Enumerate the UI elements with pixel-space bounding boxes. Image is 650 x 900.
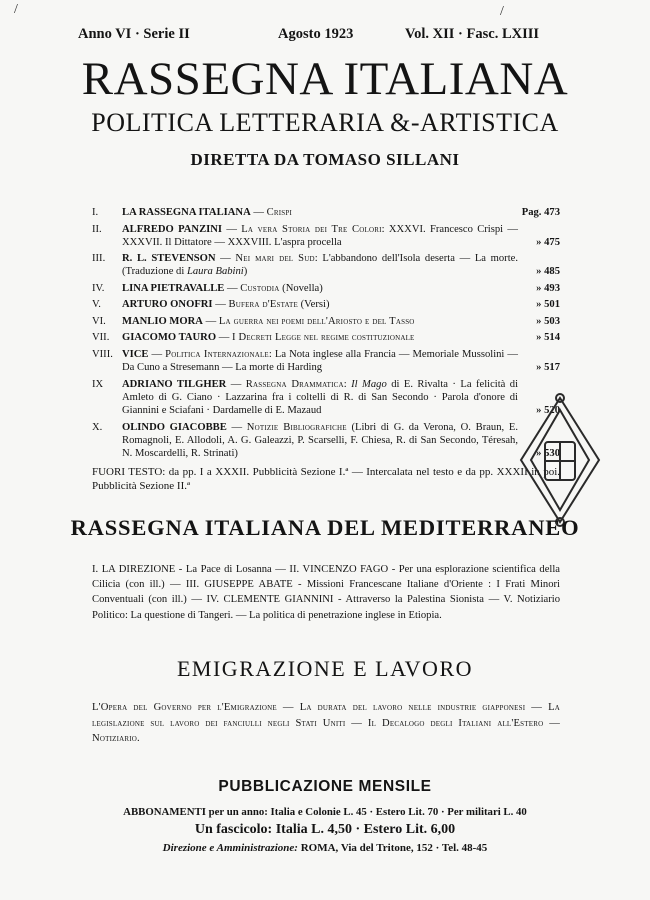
toc-author: MANLIO MORA <box>122 315 203 327</box>
toc-page: » 503 <box>536 315 560 327</box>
toc-details-end: di E. Rivalta · La felicità di Amleto di G. Ciano · Lazzarina fra i coltelli di R. di San Secondo · Parola d'onore di Giannini e Sciafani · Dardamelle di E. Mazaud <box>122 378 519 417</box>
toc-separator: — <box>226 421 247 433</box>
magazine-title: RASSEGNA ITALIANA <box>81 53 569 105</box>
toc-title: Notizie Bibliografiche <box>246 421 347 433</box>
toc-page: » 475 <box>536 236 560 248</box>
toc-author: LINA PIETRAVALLE <box>122 282 225 294</box>
publisher-emblem <box>515 390 605 530</box>
director-line: DIRETTA DA TOMASO SILLANI <box>190 150 460 169</box>
toc-number: I. <box>92 207 99 218</box>
toc-page: Pag. 473 <box>521 207 560 218</box>
toc-separator: — <box>215 253 236 265</box>
corner-mark: / <box>14 2 18 17</box>
toc-separator: — <box>222 223 242 235</box>
section-mediterraneo-contents: I. LA DIREZIONE - La Pace di Losanna — II. VINCENZO FAGO - Per una esplorazione scientifica della Cilicia (con ill.) — III. GIUSEPPE ABATE - Missioni Francescane Italiane d'Oriente : I Frati Minori Conventuali (con ill.) — IV. CLEMENTE GIANNINI - Attraverso la Palestina Sionista — V. Notiziario Politico: La questione di Tangeri. — La politica di penetrazione inglese in Etiopia. <box>92 564 560 621</box>
toc-number: X. <box>92 421 103 433</box>
toc-title: Bufera d'Estate <box>228 299 298 311</box>
toc-entry <box>92 348 560 374</box>
toc-title: Nei mari del Sud <box>235 253 315 265</box>
masthead-date: Agosto 1923 <box>278 26 354 42</box>
address-line <box>0 842 650 854</box>
toc-entry <box>92 315 560 328</box>
toc-entry <box>92 206 560 219</box>
subscription-prices: ABBONAMENTI per un anno: Italia e Colonie L. 45 · Estero Lit. 70 · Per militari L. 40 <box>123 806 527 818</box>
section-emigrazione-contents: L'Opera del Governo per l'Emigrazione — La durata del lavoro nelle industrie giapponesi — La legislazione sul lavoro dei fanciulli negli Stati Uniti — Il Decalogo degli Italiani all'Estero — Notiziario. <box>92 702 560 744</box>
toc-details: (Versi) <box>298 299 330 311</box>
toc-entry <box>92 378 560 418</box>
toc-details: : L'abbandono dell'Isola deserta — La morte. (Traduzione di <box>122 253 519 278</box>
toc-separator: — <box>216 332 232 344</box>
toc-number: V. <box>92 299 101 311</box>
toc-title: La vera Storia dei Tre Colori <box>241 223 382 235</box>
masthead-volume: Vol. XII · Fasc. LXIII <box>405 26 540 42</box>
toc-separator: — <box>212 299 229 311</box>
toc-author: GIACOMO TAURO <box>122 332 217 344</box>
toc-page: » 517 <box>536 362 560 374</box>
toc-author: OLINDO GIACOBBE <box>122 421 227 433</box>
toc-author: ALFREDO PANZINI <box>122 223 223 235</box>
toc-entry <box>92 421 560 461</box>
toc-number: VI. <box>92 315 106 327</box>
section-title-mediterraneo: RASSEGNA ITALIANA DEL MEDITERRANEO <box>70 515 580 540</box>
toc-separator: — <box>250 207 267 218</box>
toc-translator: Laura Babini <box>186 266 244 278</box>
toc-number: IX <box>92 378 104 390</box>
masthead-year: Anno VI · Serie II <box>78 26 190 42</box>
toc-page: » 485 <box>536 266 560 278</box>
toc-entry <box>92 331 560 344</box>
toc-page: » 520 <box>536 405 560 417</box>
corner-mark: / <box>500 4 504 19</box>
toc-work: Il Mago <box>351 378 387 390</box>
table-of-contents <box>92 206 560 463</box>
toc-details: (Novella) <box>279 282 323 294</box>
toc-separator: — <box>202 315 219 327</box>
address-label: Direzione e Amministrazione: <box>162 842 298 854</box>
toc-separator: — <box>224 282 241 294</box>
toc-number: VII. <box>92 332 110 344</box>
toc-details: (Libri di G. da Verona, O. Braun, E. Romagnoli, E. Allodoli, A. G. Galeazzi, P. Scarselli, F. Chiesa, R. di San Secondo, Téresah, N. Moscardelli, R. Strinati) <box>122 421 518 459</box>
toc-author: ADRIANO TILGHER <box>122 378 227 390</box>
toc-author: VICE <box>122 348 149 360</box>
toc-number: VIII. <box>92 348 113 360</box>
toc-number: IV. <box>92 282 105 294</box>
magazine-subtitle: POLITICA LETTERARIA &-ARTISTICA <box>91 108 559 137</box>
toc-entry <box>92 298 560 311</box>
toc-details: : XXXVI. Francesco Crispi — XXXVII. Il Dittatore — XXXVIII. L'aspra procella <box>122 223 519 248</box>
toc-details-end: ) <box>243 266 248 278</box>
address-text: ROMA, Via del Tritone, 152 · Tel. 48-45 <box>297 842 488 854</box>
toc-title: La guerra nei poemi dell'Ariosto e del Tasso <box>218 315 415 327</box>
toc-separator: — <box>148 348 166 360</box>
toc-title: Crispi <box>266 207 293 218</box>
toc-author: ARTURO ONOFRI <box>122 299 213 311</box>
fuori-testo-note: FUORI TESTO: da pp. I a XXXII. Pubblicità Sezione I.ª — Intercalata nel testo e da pp. XXXII in poi. Pubblicità Sezione II.ª <box>92 466 560 492</box>
toc-title: I Decreti Legge nel regime costituzionale <box>231 332 415 344</box>
toc-entry <box>92 223 560 249</box>
toc-page: » 501 <box>536 299 560 311</box>
toc-entry <box>92 282 560 295</box>
toc-details: : La Nota inglese alla Francia — Memoriale Mussolini — Da Cuno a Stresemann — La morte di Harding <box>122 348 519 374</box>
toc-page: » 493 <box>536 282 560 294</box>
toc-title: Custodia <box>240 282 280 294</box>
toc-page: » 530 <box>536 447 560 459</box>
toc-details: : <box>343 378 352 390</box>
toc-author: LA RASSEGNA ITALIANA <box>122 207 251 218</box>
toc-entry <box>92 252 560 278</box>
toc-number: III. <box>92 253 106 265</box>
toc-page: » 514 <box>536 332 560 344</box>
toc-title: Politica Internazionale <box>165 348 269 360</box>
toc-separator: — <box>226 378 246 390</box>
toc-number: II. <box>92 223 102 235</box>
toc-author: R. L. STEVENSON <box>122 253 216 265</box>
toc-title: Rassegna Drammatica <box>245 378 344 390</box>
section-title-emigrazione: EMIGRAZIONE E LAVORO <box>176 656 474 681</box>
publication-frequency: PUBBLICAZIONE MENSILE <box>218 778 432 795</box>
single-issue-price: Un fascicolo: Italia L. 4,50 · Estero Lit. 6,00 <box>194 822 456 837</box>
